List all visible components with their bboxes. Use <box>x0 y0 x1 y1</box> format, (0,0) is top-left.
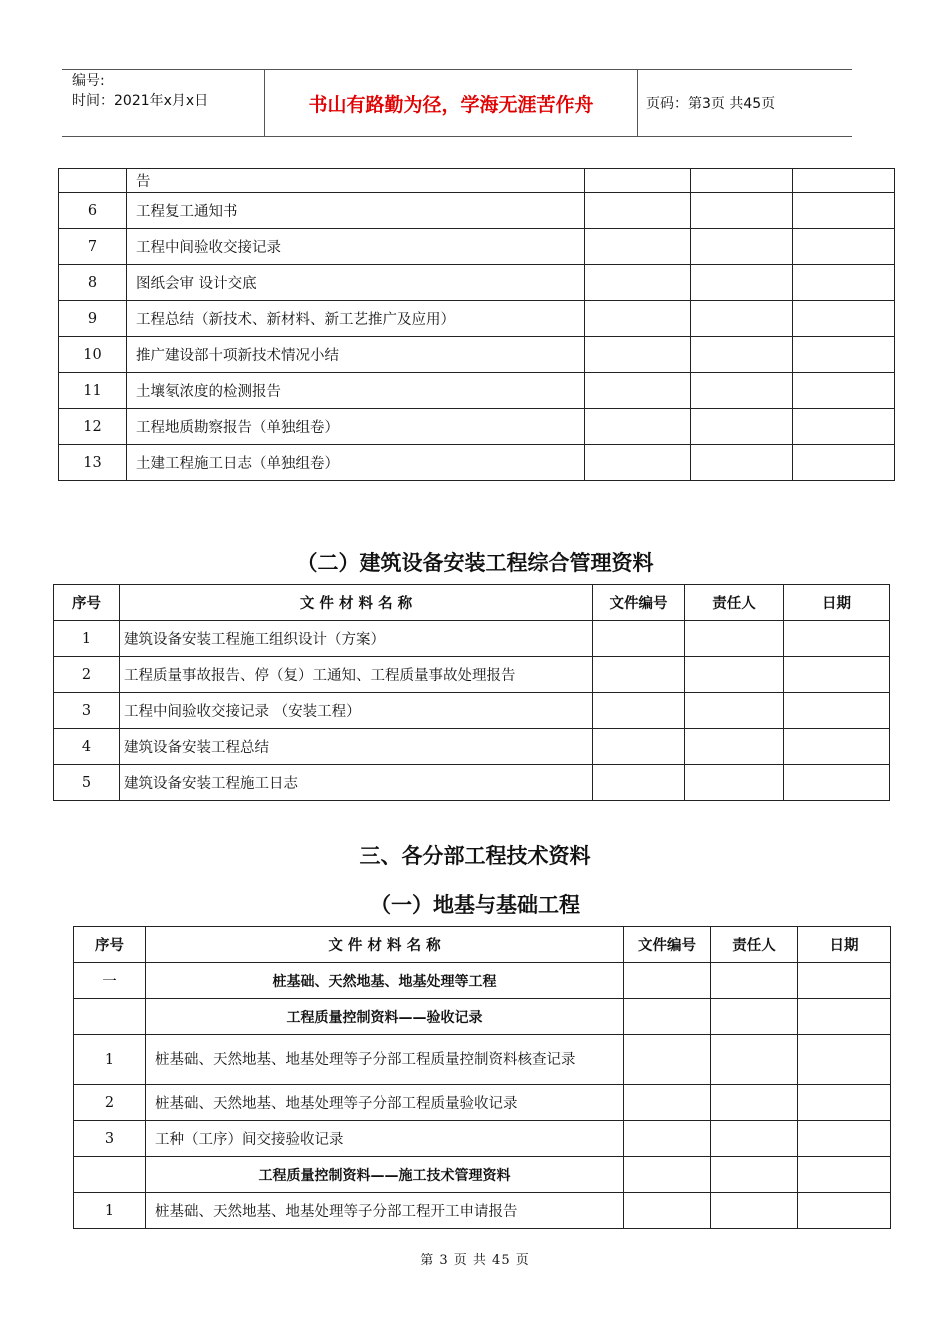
row-document-name: 土壤氡浓度的检测报告 <box>127 373 585 409</box>
person-cell[interactable] <box>691 169 793 193</box>
file-number-cell[interactable] <box>585 337 691 373</box>
row-document-name: 工种（工序）间交接验收记录 <box>146 1121 624 1157</box>
row-number <box>74 999 146 1035</box>
header-date: 日期 <box>798 927 891 963</box>
table-row <box>59 169 895 193</box>
header-number: 序号 <box>54 585 120 621</box>
file-number-cell[interactable] <box>624 963 711 999</box>
header-document-name: 文 件 材 料 名 称 <box>146 927 624 963</box>
date-cell[interactable] <box>784 657 890 693</box>
file-number-cell[interactable] <box>585 229 691 265</box>
table-general-continued <box>58 168 895 481</box>
header-date: 日期 <box>784 585 890 621</box>
header-file-number: 文件编号 <box>624 927 711 963</box>
file-number-cell[interactable] <box>585 409 691 445</box>
table-row <box>54 657 890 693</box>
row-number: 4 <box>54 729 120 765</box>
person-cell[interactable] <box>711 1193 798 1229</box>
person-cell[interactable] <box>711 963 798 999</box>
row-number: 5 <box>54 765 120 801</box>
table-group-row <box>74 963 891 999</box>
row-document-name: 工程复工通知书 <box>127 193 585 229</box>
date-cell[interactable] <box>793 373 895 409</box>
row-document-name: 桩基础、天然地基、地基处理等子分部工程开工申请报告 <box>146 1193 624 1229</box>
date-cell[interactable] <box>798 1085 891 1121</box>
file-number-cell[interactable] <box>585 445 691 481</box>
subheading-acceptance-records: 工程质量控制资料——验收记录 <box>146 999 624 1035</box>
date-cell[interactable] <box>793 193 895 229</box>
row-number <box>74 1157 146 1193</box>
date-cell[interactable] <box>793 169 895 193</box>
row-document-name: 土建工程施工日志（单独组卷） <box>127 445 585 481</box>
file-number-cell[interactable] <box>585 301 691 337</box>
date-cell[interactable] <box>793 229 895 265</box>
row-number: 2 <box>74 1085 146 1121</box>
file-number-cell[interactable] <box>585 169 691 193</box>
table-subheading-row <box>74 999 891 1035</box>
table-row <box>59 265 895 301</box>
person-cell[interactable] <box>711 1085 798 1121</box>
person-cell[interactable] <box>691 229 793 265</box>
header-top-rule <box>62 69 852 70</box>
table-row <box>59 193 895 229</box>
person-cell[interactable] <box>691 265 793 301</box>
table-header-row <box>54 585 890 621</box>
header-divider-right <box>637 69 638 136</box>
table-row <box>59 229 895 265</box>
table-header-row <box>74 927 891 963</box>
person-cell[interactable] <box>691 409 793 445</box>
file-number-cell[interactable] <box>624 999 711 1035</box>
file-number-cell[interactable] <box>624 1157 711 1193</box>
person-cell[interactable] <box>685 765 784 801</box>
row-number: 9 <box>59 301 127 337</box>
file-number-cell[interactable] <box>624 1121 711 1157</box>
table-row <box>54 693 890 729</box>
person-cell[interactable] <box>691 301 793 337</box>
row-number: 12 <box>59 409 127 445</box>
table-row <box>59 409 895 445</box>
section-title-equipment-installation: （二）建筑设备安装工程综合管理资料 <box>296 551 654 575</box>
file-number-cell[interactable] <box>585 193 691 229</box>
person-cell[interactable] <box>711 999 798 1035</box>
row-document-name: 桩基础、天然地基、地基处理等子分部工程质量验收记录 <box>146 1085 624 1121</box>
header-number: 序号 <box>74 927 146 963</box>
row-document-name: 告 <box>127 169 585 193</box>
person-cell[interactable] <box>685 729 784 765</box>
row-number: 7 <box>59 229 127 265</box>
row-document-name: 图纸会审 设计交底 <box>127 265 585 301</box>
header-motto: 书山有路勤为径，学海无涯苦作舟 <box>308 94 594 116</box>
table-row <box>59 445 895 481</box>
subheading-technical-management: 工程质量控制资料——施工技术管理资料 <box>146 1157 624 1193</box>
file-number-cell[interactable] <box>593 657 685 693</box>
table-row <box>59 337 895 373</box>
header-person: 责任人 <box>685 585 784 621</box>
row-document-name: 建筑设备安装工程施工组织设计（方案） <box>120 621 593 657</box>
header-page-number: 页码：第3页 共45页 <box>646 96 776 112</box>
row-document-name: 工程中间验收交接记录 （安装工程） <box>120 693 593 729</box>
file-number-cell[interactable] <box>585 373 691 409</box>
row-number <box>59 169 127 193</box>
row-number: 2 <box>54 657 120 693</box>
row-document-name: 推广建设部十项新技术情况小结 <box>127 337 585 373</box>
date-cell[interactable] <box>793 409 895 445</box>
row-document-name: 工程地质勘察报告（单独组卷） <box>127 409 585 445</box>
row-number: 10 <box>59 337 127 373</box>
group-title: 桩基础、天然地基、地基处理等工程 <box>146 963 624 999</box>
person-cell[interactable] <box>711 1157 798 1193</box>
date-cell[interactable] <box>798 999 891 1035</box>
person-cell[interactable] <box>711 1121 798 1157</box>
row-number: 1 <box>54 621 120 657</box>
date-cell[interactable] <box>798 1157 891 1193</box>
doc-time-label: 时间：2021年x月x日 <box>72 93 209 109</box>
person-cell[interactable] <box>691 445 793 481</box>
date-cell[interactable] <box>793 445 895 481</box>
person-cell[interactable] <box>691 193 793 229</box>
row-number: 6 <box>59 193 127 229</box>
header-file-number: 文件编号 <box>593 585 685 621</box>
date-cell[interactable] <box>793 337 895 373</box>
table-row <box>59 373 895 409</box>
row-number: 1 <box>74 1193 146 1229</box>
date-cell[interactable] <box>798 1121 891 1157</box>
table-row <box>74 1121 891 1157</box>
person-cell[interactable] <box>685 693 784 729</box>
table-subheading-row <box>74 1157 891 1193</box>
file-number-cell[interactable] <box>593 621 685 657</box>
person-cell[interactable] <box>685 657 784 693</box>
row-number: 11 <box>59 373 127 409</box>
file-number-cell[interactable] <box>624 1085 711 1121</box>
header-meta <box>72 71 208 111</box>
table-foundation-engineering <box>73 926 891 1229</box>
person-cell[interactable] <box>691 337 793 373</box>
date-cell[interactable] <box>784 765 890 801</box>
date-cell[interactable] <box>793 265 895 301</box>
row-number: 3 <box>74 1121 146 1157</box>
date-cell[interactable] <box>798 963 891 999</box>
person-cell[interactable] <box>711 1035 798 1085</box>
file-number-cell[interactable] <box>593 693 685 729</box>
row-document-name: 工程总结（新技术、新材料、新工艺推广及应用） <box>127 301 585 337</box>
date-cell[interactable] <box>784 729 890 765</box>
file-number-cell[interactable] <box>624 1035 711 1085</box>
date-cell[interactable] <box>798 1035 891 1085</box>
row-document-name: 工程质量事故报告、停（复）工通知、工程质量事故处理报告 <box>120 657 593 693</box>
file-number-cell[interactable] <box>593 729 685 765</box>
header-document-name: 文 件 材 料 名 称 <box>120 585 593 621</box>
person-cell[interactable] <box>685 621 784 657</box>
section-title-technical-data: 三、各分部工程技术资料 <box>359 844 591 868</box>
table-row <box>54 729 890 765</box>
date-cell[interactable] <box>784 693 890 729</box>
doc-number-label: 编号: <box>72 73 105 89</box>
row-document-name: 工程中间验收交接记录 <box>127 229 585 265</box>
file-number-cell[interactable] <box>593 765 685 801</box>
table-row <box>74 1085 891 1121</box>
section-subtitle-foundation: （一）地基与基础工程 <box>370 893 580 917</box>
header-person: 责任人 <box>711 927 798 963</box>
table-row <box>54 765 890 801</box>
table-equipment-installation <box>53 584 890 801</box>
date-cell[interactable] <box>793 301 895 337</box>
row-document-name: 建筑设备安装工程施工日志 <box>120 765 593 801</box>
file-number-cell[interactable] <box>624 1193 711 1229</box>
row-document-name: 建筑设备安装工程总结 <box>120 729 593 765</box>
table-row <box>54 621 890 657</box>
row-document-name: 桩基础、天然地基、地基处理等子分部工程质量控制资料核查记录 <box>146 1035 624 1085</box>
table-row <box>74 1035 891 1085</box>
date-cell[interactable] <box>798 1193 891 1229</box>
row-number: 3 <box>54 693 120 729</box>
row-number: 1 <box>74 1035 146 1085</box>
row-number: 13 <box>59 445 127 481</box>
file-number-cell[interactable] <box>585 265 691 301</box>
table-row <box>74 1193 891 1229</box>
person-cell[interactable] <box>691 373 793 409</box>
row-number: 8 <box>59 265 127 301</box>
table-row <box>59 301 895 337</box>
footer-page-number: 第 3 页 共 45 页 <box>420 1253 530 1268</box>
header-bottom-rule <box>62 136 852 137</box>
date-cell[interactable] <box>784 621 890 657</box>
group-number: 一 <box>74 963 146 999</box>
